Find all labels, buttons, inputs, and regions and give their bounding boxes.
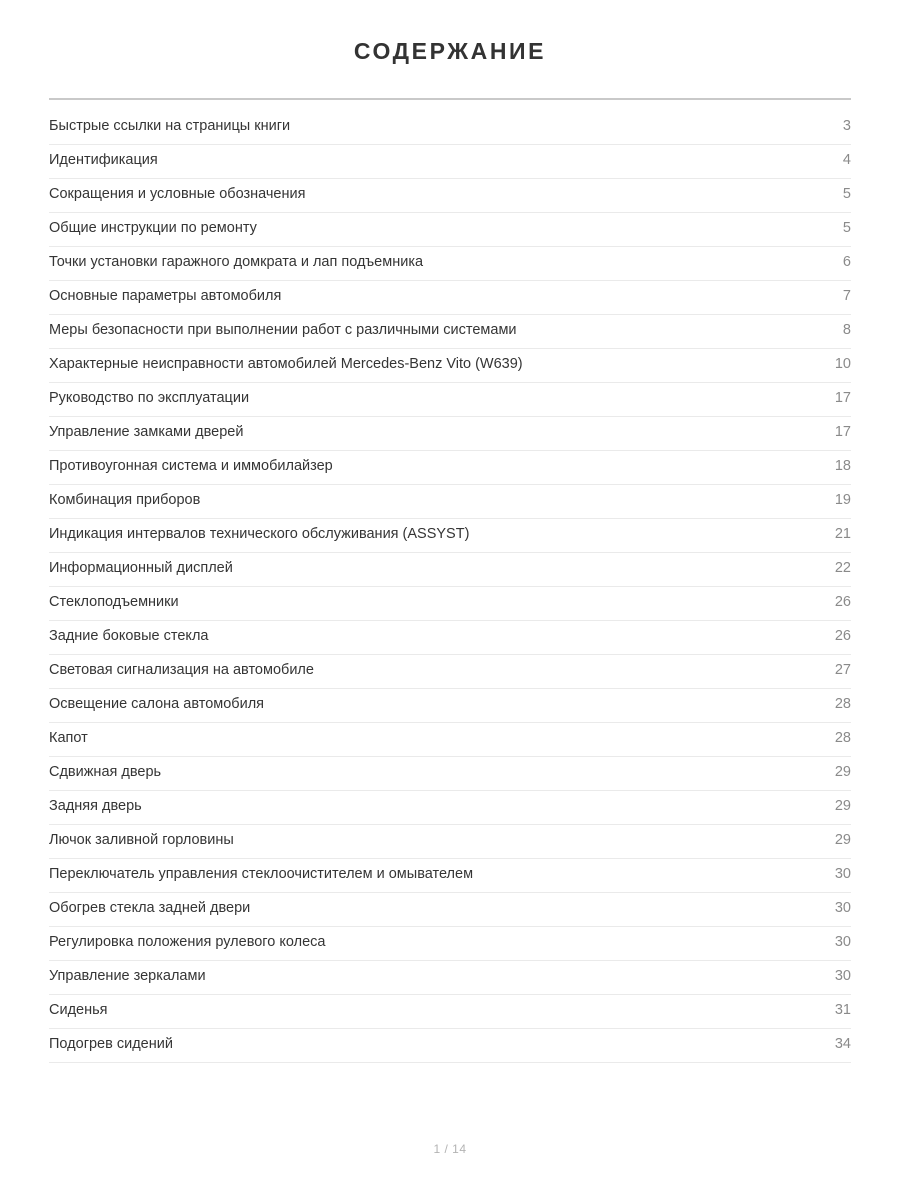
toc-entry-title: Меры безопасности при выполнении работ с различными системами <box>49 323 517 338</box>
toc-entry[interactable] <box>49 995 851 1029</box>
toc-entry[interactable] <box>49 349 851 383</box>
toc-entry[interactable] <box>49 100 851 145</box>
toc-entry[interactable] <box>49 1029 851 1063</box>
toc-entry[interactable] <box>49 689 851 723</box>
toc-entry-page-number: 29 <box>834 798 851 814</box>
toc-entry-page-number: 18 <box>834 458 851 474</box>
toc-entry-page-number: 21 <box>834 526 851 542</box>
toc-entry[interactable] <box>49 213 851 247</box>
toc-entry-title: Противоугонная система и иммобилайзер <box>49 459 333 474</box>
toc-entry-page-number: 30 <box>834 900 851 916</box>
toc-entry-title: Лючок заливной горловины <box>49 833 234 848</box>
toc-entry-title: Общие инструкции по ремонту <box>49 221 257 236</box>
toc-entry[interactable] <box>49 417 851 451</box>
page-title: СОДЕРЖАНИЕ <box>353 38 547 64</box>
toc-entry-title: Идентификация <box>49 153 158 168</box>
toc-entry[interactable] <box>49 383 851 417</box>
toc-entry-page-number: 34 <box>834 1036 851 1052</box>
toc-entry[interactable] <box>49 451 851 485</box>
toc-entry-page-number: 28 <box>834 696 851 712</box>
toc-entry-page-number: 19 <box>834 492 851 508</box>
toc-entry-page-number: 5 <box>842 186 851 202</box>
toc-entry[interactable] <box>49 825 851 859</box>
toc-entry[interactable] <box>49 757 851 791</box>
toc-entry-page-number: 5 <box>842 220 851 236</box>
toc-entry-page-number: 6 <box>842 254 851 270</box>
toc-entry[interactable] <box>49 655 851 689</box>
toc-entry-title: Задние боковые стекла <box>49 629 209 644</box>
page-footer: 1 / 14 <box>433 1142 467 1156</box>
toc-entry-page-number: 30 <box>834 934 851 950</box>
toc-entry[interactable] <box>49 553 851 587</box>
toc-entry-title: Сиденья <box>49 1003 108 1018</box>
toc-entry-title: Задняя дверь <box>49 799 142 814</box>
toc-entry-title: Управление замками дверей <box>49 425 244 440</box>
toc-entry[interactable] <box>49 893 851 927</box>
toc-entry[interactable] <box>49 485 851 519</box>
toc-entry[interactable] <box>49 859 851 893</box>
table-of-contents <box>49 98 851 1063</box>
toc-entry-page-number: 8 <box>842 322 851 338</box>
toc-entry[interactable] <box>49 723 851 757</box>
toc-entry-page-number: 30 <box>834 968 851 984</box>
toc-entry[interactable] <box>49 961 851 995</box>
toc-entry-title: Стеклоподъемники <box>49 595 179 610</box>
toc-entry-page-number: 26 <box>834 628 851 644</box>
toc-entry-page-number: 17 <box>834 424 851 440</box>
toc-entry[interactable] <box>49 179 851 213</box>
toc-entry[interactable] <box>49 315 851 349</box>
toc-entry-title: Быстрые ссылки на страницы книги <box>49 119 291 134</box>
toc-entry-title: Регулировка положения рулевого колеса <box>49 935 326 950</box>
toc-entry-title: Точки установки гаражного домкрата и лап подъемника <box>49 255 424 270</box>
toc-entry-title: Переключатель управления стеклоочистителем и омывателем <box>49 867 474 882</box>
toc-entry-title: Освещение салона автомобиля <box>49 697 265 712</box>
toc-entry-title: Капот <box>49 731 88 746</box>
toc-entry-title: Характерные неисправности автомобилей Mercedes-Benz Vito (W639) <box>49 357 523 372</box>
toc-entry[interactable] <box>49 927 851 961</box>
toc-entry-title: Подогрев сидений <box>49 1037 173 1052</box>
toc-entry-page-number: 4 <box>842 152 851 168</box>
toc-entry-page-number: 22 <box>834 560 851 576</box>
toc-entry[interactable] <box>49 247 851 281</box>
toc-entry-page-number: 26 <box>834 594 851 610</box>
toc-entry[interactable] <box>49 519 851 553</box>
toc-entry-title: Сдвижная дверь <box>49 765 162 780</box>
toc-entry-title: Информационный дисплей <box>49 561 233 576</box>
toc-entry-title: Сокращения и условные обозначения <box>49 187 306 202</box>
toc-entry[interactable] <box>49 621 851 655</box>
toc-entry-page-number: 28 <box>834 730 851 746</box>
toc-entry-page-number: 29 <box>834 764 851 780</box>
toc-entry[interactable] <box>49 587 851 621</box>
toc-entry[interactable] <box>49 145 851 179</box>
toc-entry-page-number: 7 <box>842 288 851 304</box>
toc-entry-page-number: 31 <box>834 1002 851 1018</box>
toc-entry[interactable] <box>49 281 851 315</box>
toc-entry-page-number: 3 <box>842 118 851 134</box>
toc-entry-title: Комбинация приборов <box>49 493 201 508</box>
toc-entry-title: Световая сигнализация на автомобиле <box>49 663 314 678</box>
toc-entry-title: Индикация интервалов технического обслуживания (ASSYST) <box>49 527 470 542</box>
toc-entry-page-number: 27 <box>834 662 851 678</box>
toc-entry-page-number: 29 <box>834 832 851 848</box>
toc-entry-title: Руководство по эксплуатации <box>49 391 250 406</box>
toc-entry-page-number: 10 <box>834 356 851 372</box>
toc-entry-title: Управление зеркалами <box>49 969 206 984</box>
toc-entry-title: Обогрев стекла задней двери <box>49 901 251 916</box>
toc-entry-page-number: 17 <box>834 390 851 406</box>
toc-entry-title: Основные параметры автомобиля <box>49 289 282 304</box>
toc-entry[interactable] <box>49 791 851 825</box>
toc-entry-page-number: 30 <box>834 866 851 882</box>
